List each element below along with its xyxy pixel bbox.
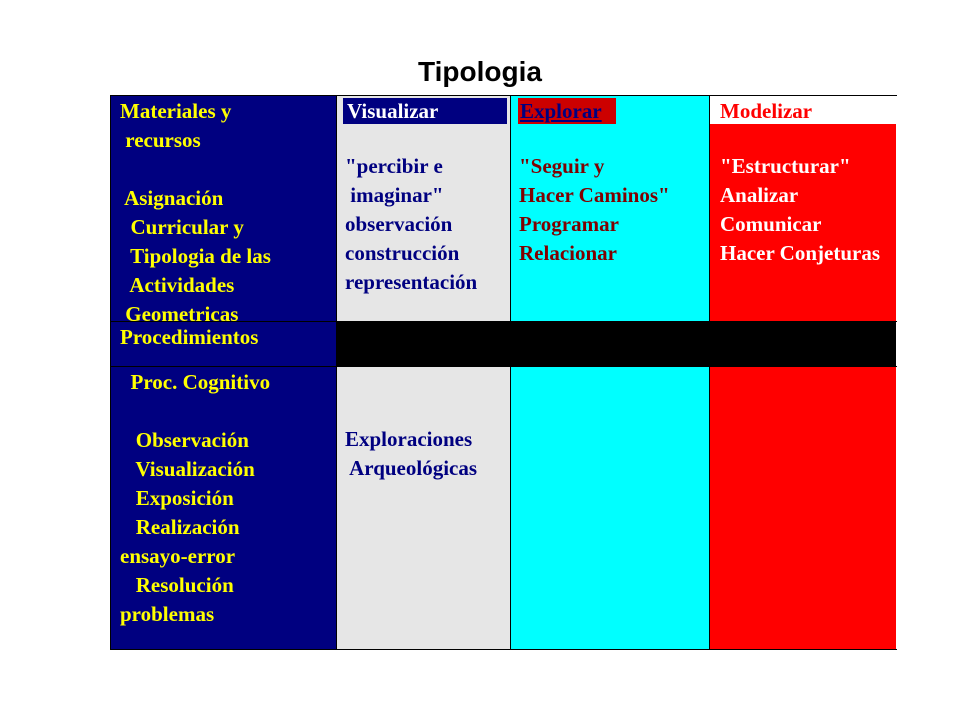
col-divider-3 — [709, 95, 710, 650]
text-line: Proc. Cognitivo — [120, 370, 271, 394]
text-line: ensayo-error — [120, 544, 236, 568]
text-line: Programar — [519, 212, 619, 236]
cognitive-text — [120, 368, 270, 629]
visualizar-heading: Visualizar — [347, 99, 439, 123]
text-line: Comunicar — [720, 212, 822, 236]
text-line: Exposición — [120, 486, 234, 510]
col-divider-2 — [510, 95, 511, 650]
modelizar-text — [720, 152, 896, 268]
text-line: construcción — [345, 241, 460, 265]
text-line: Relacionar — [519, 241, 617, 265]
text-line: Resolución — [120, 573, 234, 597]
procedimientos-label: Procedimientos — [120, 325, 259, 349]
text-line: Curricular y — [120, 215, 244, 239]
explorar-text — [519, 152, 670, 268]
text-line: "Seguir y — [519, 154, 605, 178]
text-line: problemas — [120, 602, 215, 626]
text-line: observación — [345, 212, 453, 236]
text-line: Hacer Conjeturas — [720, 241, 880, 265]
text-line: Arqueológicas — [345, 456, 478, 480]
top-border — [111, 95, 897, 96]
text-line — [120, 397, 270, 426]
bottom-border — [111, 649, 897, 650]
text-line: Observación — [120, 428, 249, 452]
text-line: Asignación — [120, 186, 224, 210]
visualizar-lower-text — [345, 425, 477, 483]
text-line: Tipologia de las — [120, 244, 271, 268]
text-line: Geometricas — [120, 302, 239, 326]
modelizar-heading: Modelizar — [720, 99, 813, 123]
text-line: Actividades — [120, 273, 235, 297]
col-divider-1 — [336, 95, 337, 650]
text-line: Materiales y — [120, 99, 232, 123]
text-line: "percibir e — [345, 154, 443, 178]
materiales-text — [120, 97, 271, 329]
procedimientos-band — [337, 321, 896, 366]
page-title: Tipologia — [418, 56, 542, 87]
text-line: Exploraciones — [345, 427, 473, 451]
text-line: Realización — [120, 515, 240, 539]
text-line: Hacer Caminos" — [519, 183, 670, 207]
text-line: imaginar" — [345, 183, 444, 207]
text-line: "Estructurar" — [720, 154, 851, 178]
text-line — [120, 155, 271, 184]
text-line: Visualización — [120, 457, 255, 481]
row-divider-2 — [111, 366, 897, 367]
text-line: recursos — [120, 128, 201, 152]
text-line: Analizar — [720, 183, 799, 207]
left-border — [110, 95, 111, 650]
visualizar-text — [345, 152, 477, 297]
explorar-heading: Explorar — [520, 99, 602, 123]
text-line: representación — [345, 270, 478, 294]
